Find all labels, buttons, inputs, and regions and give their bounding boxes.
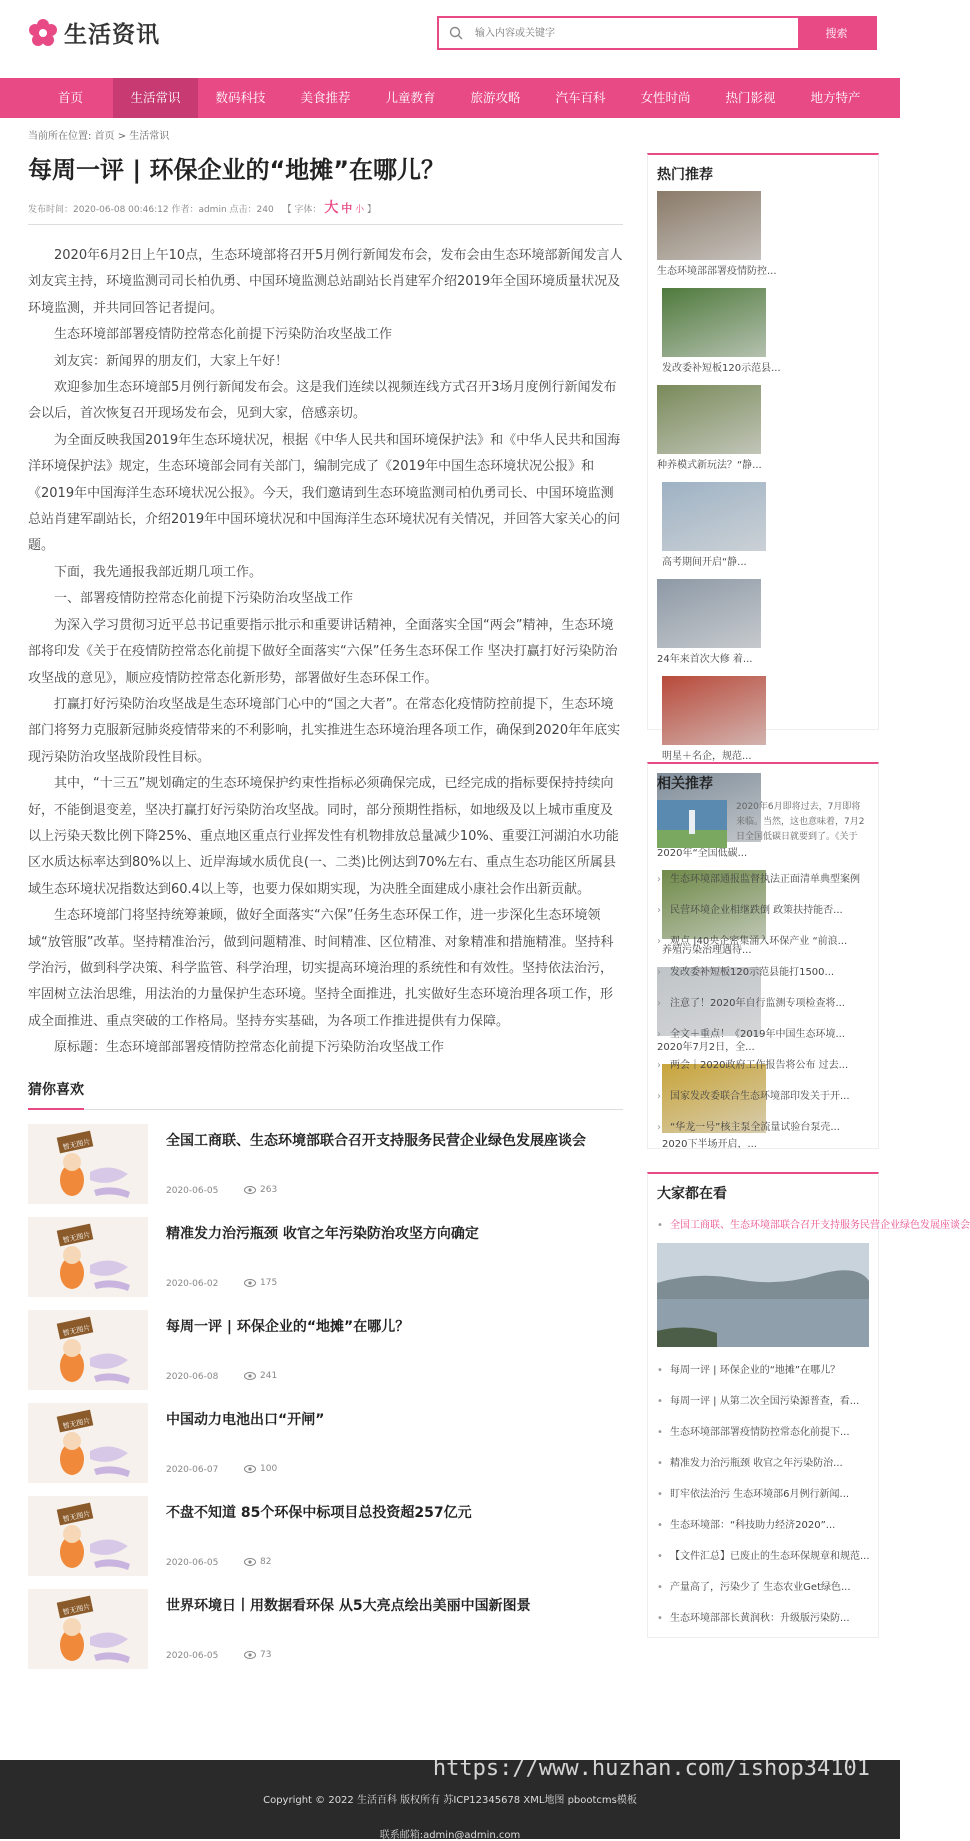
popular-item[interactable]: • 产量高了，污染少了 生态农业Get绿色... bbox=[657, 1572, 869, 1603]
eye-icon bbox=[244, 1186, 256, 1194]
site-header bbox=[0, 0, 900, 78]
guess-item[interactable] bbox=[28, 1403, 623, 1496]
eye-icon bbox=[244, 1558, 256, 1566]
nav-item[interactable]: 首页 bbox=[57, 90, 83, 105]
guess-item[interactable] bbox=[28, 1310, 623, 1403]
related-heading: 相关推荐 bbox=[657, 776, 713, 792]
guess-item[interactable] bbox=[28, 1217, 623, 1310]
guess-item-view-count: 73 bbox=[260, 1649, 272, 1660]
font-size-label: 【 字体： bbox=[282, 205, 322, 215]
thumb-text: 暂无图片 bbox=[62, 1602, 92, 1617]
nav-item[interactable]: 数码科技 bbox=[215, 90, 266, 105]
hot-item-caption[interactable]: 明星＋名企，规范... bbox=[662, 751, 752, 762]
hot-item-caption[interactable]: 2020年“全国低碳... bbox=[657, 848, 748, 859]
hot-item[interactable] bbox=[657, 191, 777, 280]
main-nav bbox=[0, 78, 900, 118]
nav-item[interactable]: 旅游攻略 bbox=[470, 90, 521, 105]
popular-item[interactable]: • 精准发力治污瓶颈 收官之年污染防治... bbox=[657, 1448, 869, 1479]
popular-item[interactable]: • 生态环境部部长黄润秋：升级版污染防... bbox=[657, 1603, 869, 1634]
popular-image-wrap bbox=[648, 1243, 878, 1351]
guess-item-title[interactable]: 精准发力治污瓶颈 收官之年污染防治攻坚方向确定 bbox=[166, 1225, 479, 1242]
search-button[interactable]: 搜索 bbox=[798, 18, 875, 48]
guess-item-date: 2020-06-08 bbox=[166, 1371, 219, 1382]
related-list bbox=[648, 864, 878, 1143]
related-item[interactable]: › 全文＋重点！《2019年中国生态环境... bbox=[657, 1019, 869, 1050]
thumb-text: 暂无图片 bbox=[62, 1416, 92, 1431]
guess-item-title[interactable]: 世界环境日丨用数据看环保 从5大亮点绘出美丽中国新图景 bbox=[166, 1597, 531, 1614]
popular-item[interactable]: • 每周一评 | 从第二次全国污染源普查，看... bbox=[657, 1386, 869, 1417]
guess-thumbnail[interactable] bbox=[28, 1310, 148, 1390]
guess-thumbnail[interactable] bbox=[28, 1589, 148, 1669]
related-panel bbox=[647, 762, 879, 1149]
article-meta-text: 发布时间：2020-06-08 00:46:12 作者：admin 点击：240 bbox=[28, 205, 274, 215]
hot-item-caption[interactable]: 2020年7月2日，全... bbox=[657, 1042, 755, 1053]
related-item[interactable]: › 国家发改委联合生态环境部印发关于开... bbox=[657, 1081, 869, 1112]
guess-item-view-count: 100 bbox=[260, 1463, 278, 1474]
guess-item-title[interactable]: 全国工商联、生态环境部联合召开支持服务民营企业绿色发展座谈会 bbox=[166, 1132, 586, 1149]
article-paragraph: 生态环境部门将坚持统筹兼顾，做好全面落实“六保”任务生态环保工作，进一步深化生态环境领域“放管服”改革。坚持精准治污，做到问题精准、时间精准、区位精准、对象精准和措施精准。坚持科学治污，做到科学决策、科学监管、科学治理，切实提高环境治理的系统性和有效性。坚持依法治污，牢固树立法治思维，用法治的力量保护生态环境。坚持全面推进，扎实做好生态环境治理各项工作，形成全面推进、重点突破的工作格局。坚持夯实基础，为各项工作推进提供有力保障。 bbox=[28, 908, 614, 1029]
nav-item[interactable]: 热门影视 bbox=[725, 90, 776, 105]
hot-item-caption[interactable]: 养殖污染治理遇待... bbox=[662, 945, 752, 956]
guess-item-title[interactable]: 每周一评 | 环保企业的“地摊”在哪儿？ bbox=[166, 1318, 410, 1335]
popular-lake-image[interactable] bbox=[657, 1243, 869, 1347]
eye-icon bbox=[244, 1372, 256, 1380]
guess-item-view-count: 175 bbox=[260, 1277, 278, 1288]
hot-item-caption[interactable]: 2020下半场开启，... bbox=[662, 1139, 757, 1150]
article-body bbox=[28, 243, 623, 1062]
logo-text: 生活资讯 bbox=[64, 22, 160, 48]
hot-item[interactable] bbox=[657, 385, 761, 474]
article-paragraph: 生态环境部部署疫情防控常态化前提下污染防治攻坚战工作 bbox=[54, 327, 393, 343]
popular-item[interactable]: • 【文件汇总】已废止的生态环保规章和规范... bbox=[657, 1541, 869, 1572]
article-paragraph: 为全面反映我国2019年生态环境状况，根据《中华人民共和国环境保护法》和《中华人民共和国海洋环境保护法》规定，生态环境部会同有关部门，编制完成了《2019年中国生态环境状况公报》和《2019年中国海洋生态环境状况公报》。今天，我们邀请到生态环境监测司柏仇勇司长、中国环境监测总站肖建军副站长，介绍2019年中国环境状况和中国海洋生态环境状况有关情况，并回答大家关心的问题。 bbox=[28, 432, 621, 554]
hot-item[interactable] bbox=[662, 676, 766, 765]
guess-thumbnail[interactable] bbox=[28, 1217, 148, 1297]
popular-item[interactable]: • 每周一评 | 环保企业的“地摊”在哪儿？ bbox=[657, 1355, 869, 1386]
hot-item[interactable] bbox=[657, 579, 761, 668]
article-meta bbox=[28, 198, 623, 218]
article-paragraph: 欢迎参加生态环境部5月例行新闻发布会。这是我们连续以视频连线方式召开3场月度例行新闻发布会以后，首次恢复召开现场发布会，见到大家，倍感亲切。 bbox=[28, 380, 617, 422]
search-box bbox=[437, 16, 877, 50]
related-item[interactable]: › 生态环境部通报监督执法正面清单典型案例 bbox=[657, 864, 869, 895]
article-paragraph: 其中，“十三五”规划确定的生态环境保护约束性指标必须确保完成，已经完成的指标要保持持续向好，不能倒退变差，坚决打赢打好污染防治攻坚战。同时，部分预期性指标，如地级及以上城市重度及以上污染天数比例下降25%、重点地区重点行业挥发性有机物排放总量减少10%、重要江河湖泊水功能区水质达标率达到80%以上、近岸海域水质优良(一、二类)比例达到70%左右、重点生态功能区所属县域生态环境状况指数达到60.4以上等，也要力保如期实现，为决胜全面建成小康社会作出新贡献。 bbox=[28, 776, 619, 897]
hot-heading: 热门推荐 bbox=[657, 167, 713, 183]
guess-thumbnail[interactable] bbox=[28, 1124, 148, 1204]
watermark: https://www.huzhan.com/ishop34101 bbox=[432, 1756, 870, 1781]
title-divider bbox=[28, 224, 623, 225]
nav-item[interactable]: 地方特产 bbox=[810, 90, 861, 105]
search-input[interactable] bbox=[439, 18, 798, 48]
guess-item-date: 2020-06-02 bbox=[166, 1278, 219, 1289]
article-paragraph: 为深入学习贯彻习近平总书记重要指示批示和重要讲话精神，全面落实全国“两会”精神，生态环境部将印发《关于在疫情防控常态化前提下做好全面落实“六保”任务生态环保工作 坚决打赢打好污染防治攻坚战的意见》，顺应疫情防控常态化新形势，部署做好生态环保工作。 bbox=[28, 617, 618, 686]
related-top-item[interactable] bbox=[648, 800, 878, 864]
related-top-text: 2020年6月即将过去，7月即将来临。当然，这也意味着，7月2日全国低碳日就要到了。《关于 bbox=[736, 802, 865, 842]
hot-item-caption[interactable]: 24年来首次大修 着... bbox=[657, 654, 753, 665]
hot-item-image[interactable] bbox=[657, 385, 761, 454]
guess-item-date: 2020-06-05 bbox=[166, 1185, 219, 1196]
guess-heading: 猜你喜欢 bbox=[28, 1074, 84, 1110]
guess-item-date: 2020-06-05 bbox=[166, 1557, 219, 1568]
article-paragraph: 下面，我先通报我部近期几项工作。 bbox=[54, 564, 263, 580]
guess-item-view-count: 263 bbox=[260, 1184, 278, 1195]
eye-icon bbox=[244, 1651, 256, 1659]
hot-item-image[interactable] bbox=[657, 191, 761, 260]
nav-item[interactable]: 汽车百科 bbox=[555, 90, 606, 105]
guess-item-title[interactable]: 中国动力电池出口“开闸” bbox=[166, 1411, 325, 1428]
guess-item-date: 2020-06-07 bbox=[166, 1464, 219, 1475]
hot-item-caption[interactable]: 发改委补短板120示范县... bbox=[662, 363, 781, 374]
hot-item-caption[interactable]: 高考期间开启“静... bbox=[662, 557, 747, 568]
popular-item[interactable]: • 盯牢依法治污 生态环境部6月例行新闻... bbox=[657, 1479, 869, 1510]
hot-item-image[interactable] bbox=[662, 288, 766, 357]
related-item[interactable]: › 注意了！2020年自行监测专项检查将... bbox=[657, 988, 869, 1019]
footer-contact: 联系邮箱:admin@admin.com bbox=[379, 1830, 521, 1841]
related-item[interactable]: › “华龙一号”核主泵全流量试验台泵壳... bbox=[657, 1112, 869, 1143]
hot-item[interactable] bbox=[662, 482, 766, 571]
related-item[interactable]: › 民营环境企业相继跌倒 政策扶持能否... bbox=[657, 895, 869, 926]
eye-icon bbox=[244, 1465, 256, 1473]
guess-item-title[interactable]: 不盘不知道 85个环保中标项目总投资超257亿元 bbox=[166, 1504, 472, 1521]
guess-thumbnail[interactable] bbox=[28, 1496, 148, 1576]
site-logo[interactable] bbox=[28, 16, 160, 49]
eye-icon bbox=[244, 1279, 256, 1287]
nav-item[interactable]: 生活常识 bbox=[113, 78, 198, 118]
nav-item[interactable]: 女性时尚 bbox=[640, 90, 691, 105]
article-paragraph: 打赢打好污染防治攻坚战是生态环境部门心中的“国之大者”。在常态化疫情防控前提下，生态环境部门将努力克服新冠肺炎疫情带来的不利影响，扎实推进生态环境治理各项工作，确保到2020年年底实现污染防治攻坚战阶段性目标。 bbox=[28, 696, 621, 765]
guess-item-views bbox=[244, 1464, 277, 1474]
guess-item-views bbox=[244, 1185, 277, 1195]
guess-item-date: 2020-06-05 bbox=[166, 1650, 219, 1661]
nav-item[interactable]: 儿童教育 bbox=[385, 90, 436, 105]
guess-item-views bbox=[244, 1650, 271, 1660]
main-content bbox=[28, 150, 623, 1682]
flower-logo-icon bbox=[28, 18, 58, 48]
breadcrumb: 当前所在位置: 首页 > 生活常识 bbox=[28, 131, 170, 142]
thumb-text: 暂无图片 bbox=[62, 1230, 92, 1245]
article-paragraph: 一、部署疫情防控常态化前提下污染防治攻坚战工作 bbox=[54, 591, 354, 607]
guess-item[interactable] bbox=[28, 1589, 623, 1682]
article-paragraph: 刘友宾：新闻界的朋友们，大家上午好！ bbox=[54, 353, 289, 369]
thumb-text: 暂无图片 bbox=[62, 1137, 92, 1152]
guess-item-views bbox=[244, 1278, 277, 1288]
related-item[interactable]: › 两会｜2020政府工作报告将公布 过去... bbox=[657, 1050, 869, 1081]
hot-item-image[interactable] bbox=[662, 482, 766, 551]
search-icon bbox=[449, 26, 463, 40]
guess-thumbnail[interactable] bbox=[28, 1403, 148, 1483]
hot-item[interactable] bbox=[662, 288, 781, 377]
guess-item-views bbox=[244, 1557, 271, 1567]
hot-item-image[interactable] bbox=[657, 579, 761, 648]
hot-item-caption[interactable]: 生态环境部部署疫情防控... bbox=[657, 266, 777, 277]
font-size-end: 】 bbox=[366, 205, 376, 215]
article-title: 每周一评 | 环保企业的“地摊”在哪儿？ bbox=[28, 156, 446, 184]
related-top-image bbox=[657, 800, 727, 848]
article-paragraph: 2020年6月2日上午10点，生态环境部将召开5月例行新闻发布会，发布会由生态环境部新闻发言人刘友宾主持，环境监测司司长柏仇勇、中国环境监测总站副站长肖建军介绍2019年全国环境质量状况及环境监测，并共同回答记者提问。 bbox=[28, 248, 623, 316]
popular-heading: 大家都在看 bbox=[657, 1186, 727, 1202]
font-mid-button[interactable]: 中 bbox=[341, 202, 353, 215]
font-small-button[interactable]: 小 bbox=[355, 205, 365, 215]
related-item[interactable]: › 观点 |40央企密集涌入环保产业 “前浪... bbox=[657, 926, 869, 957]
popular-list bbox=[648, 1355, 878, 1634]
guess-item-views bbox=[244, 1371, 277, 1381]
guess-item[interactable] bbox=[28, 1496, 623, 1589]
popular-panel bbox=[647, 1172, 970, 1638]
nav-item[interactable]: 美食推荐 bbox=[300, 90, 351, 105]
popular-item[interactable]: • 生态环境部：“科技助力经济2020”... bbox=[657, 1510, 869, 1541]
guess-list bbox=[28, 1124, 623, 1682]
font-big-button[interactable]: 大 bbox=[324, 200, 339, 216]
article-paragraph: 原标题：生态环境部部署疫情防控常态化前提下污染防治攻坚战工作 bbox=[54, 1040, 445, 1056]
thumb-text: 暂无图片 bbox=[62, 1509, 92, 1524]
popular-top-item[interactable]: • 全国工商联、生态环境部联合召开支持服务民营企业绿色发展座谈会 bbox=[657, 1210, 869, 1241]
hot-item-caption[interactable]: 种养模式新玩法？“静... bbox=[657, 460, 762, 471]
guess-item-view-count: 82 bbox=[260, 1556, 272, 1567]
related-item[interactable]: › 发改委补短板120示范县能打1500... bbox=[657, 957, 869, 988]
thumb-text: 暂无图片 bbox=[62, 1323, 92, 1338]
guess-item[interactable] bbox=[28, 1124, 623, 1217]
popular-list-top bbox=[648, 1210, 970, 1241]
guess-header bbox=[28, 1074, 623, 1110]
footer-copyright: Copyright © 2022 生活百科 版权所有 苏ICP12345678 XML地图 pbootcms模板 bbox=[263, 1795, 637, 1806]
popular-item[interactable]: • 生态环境部部署疫情防控常态化前提下... bbox=[657, 1417, 869, 1448]
hot-item-image[interactable] bbox=[662, 676, 766, 745]
guess-item-view-count: 241 bbox=[260, 1370, 278, 1381]
